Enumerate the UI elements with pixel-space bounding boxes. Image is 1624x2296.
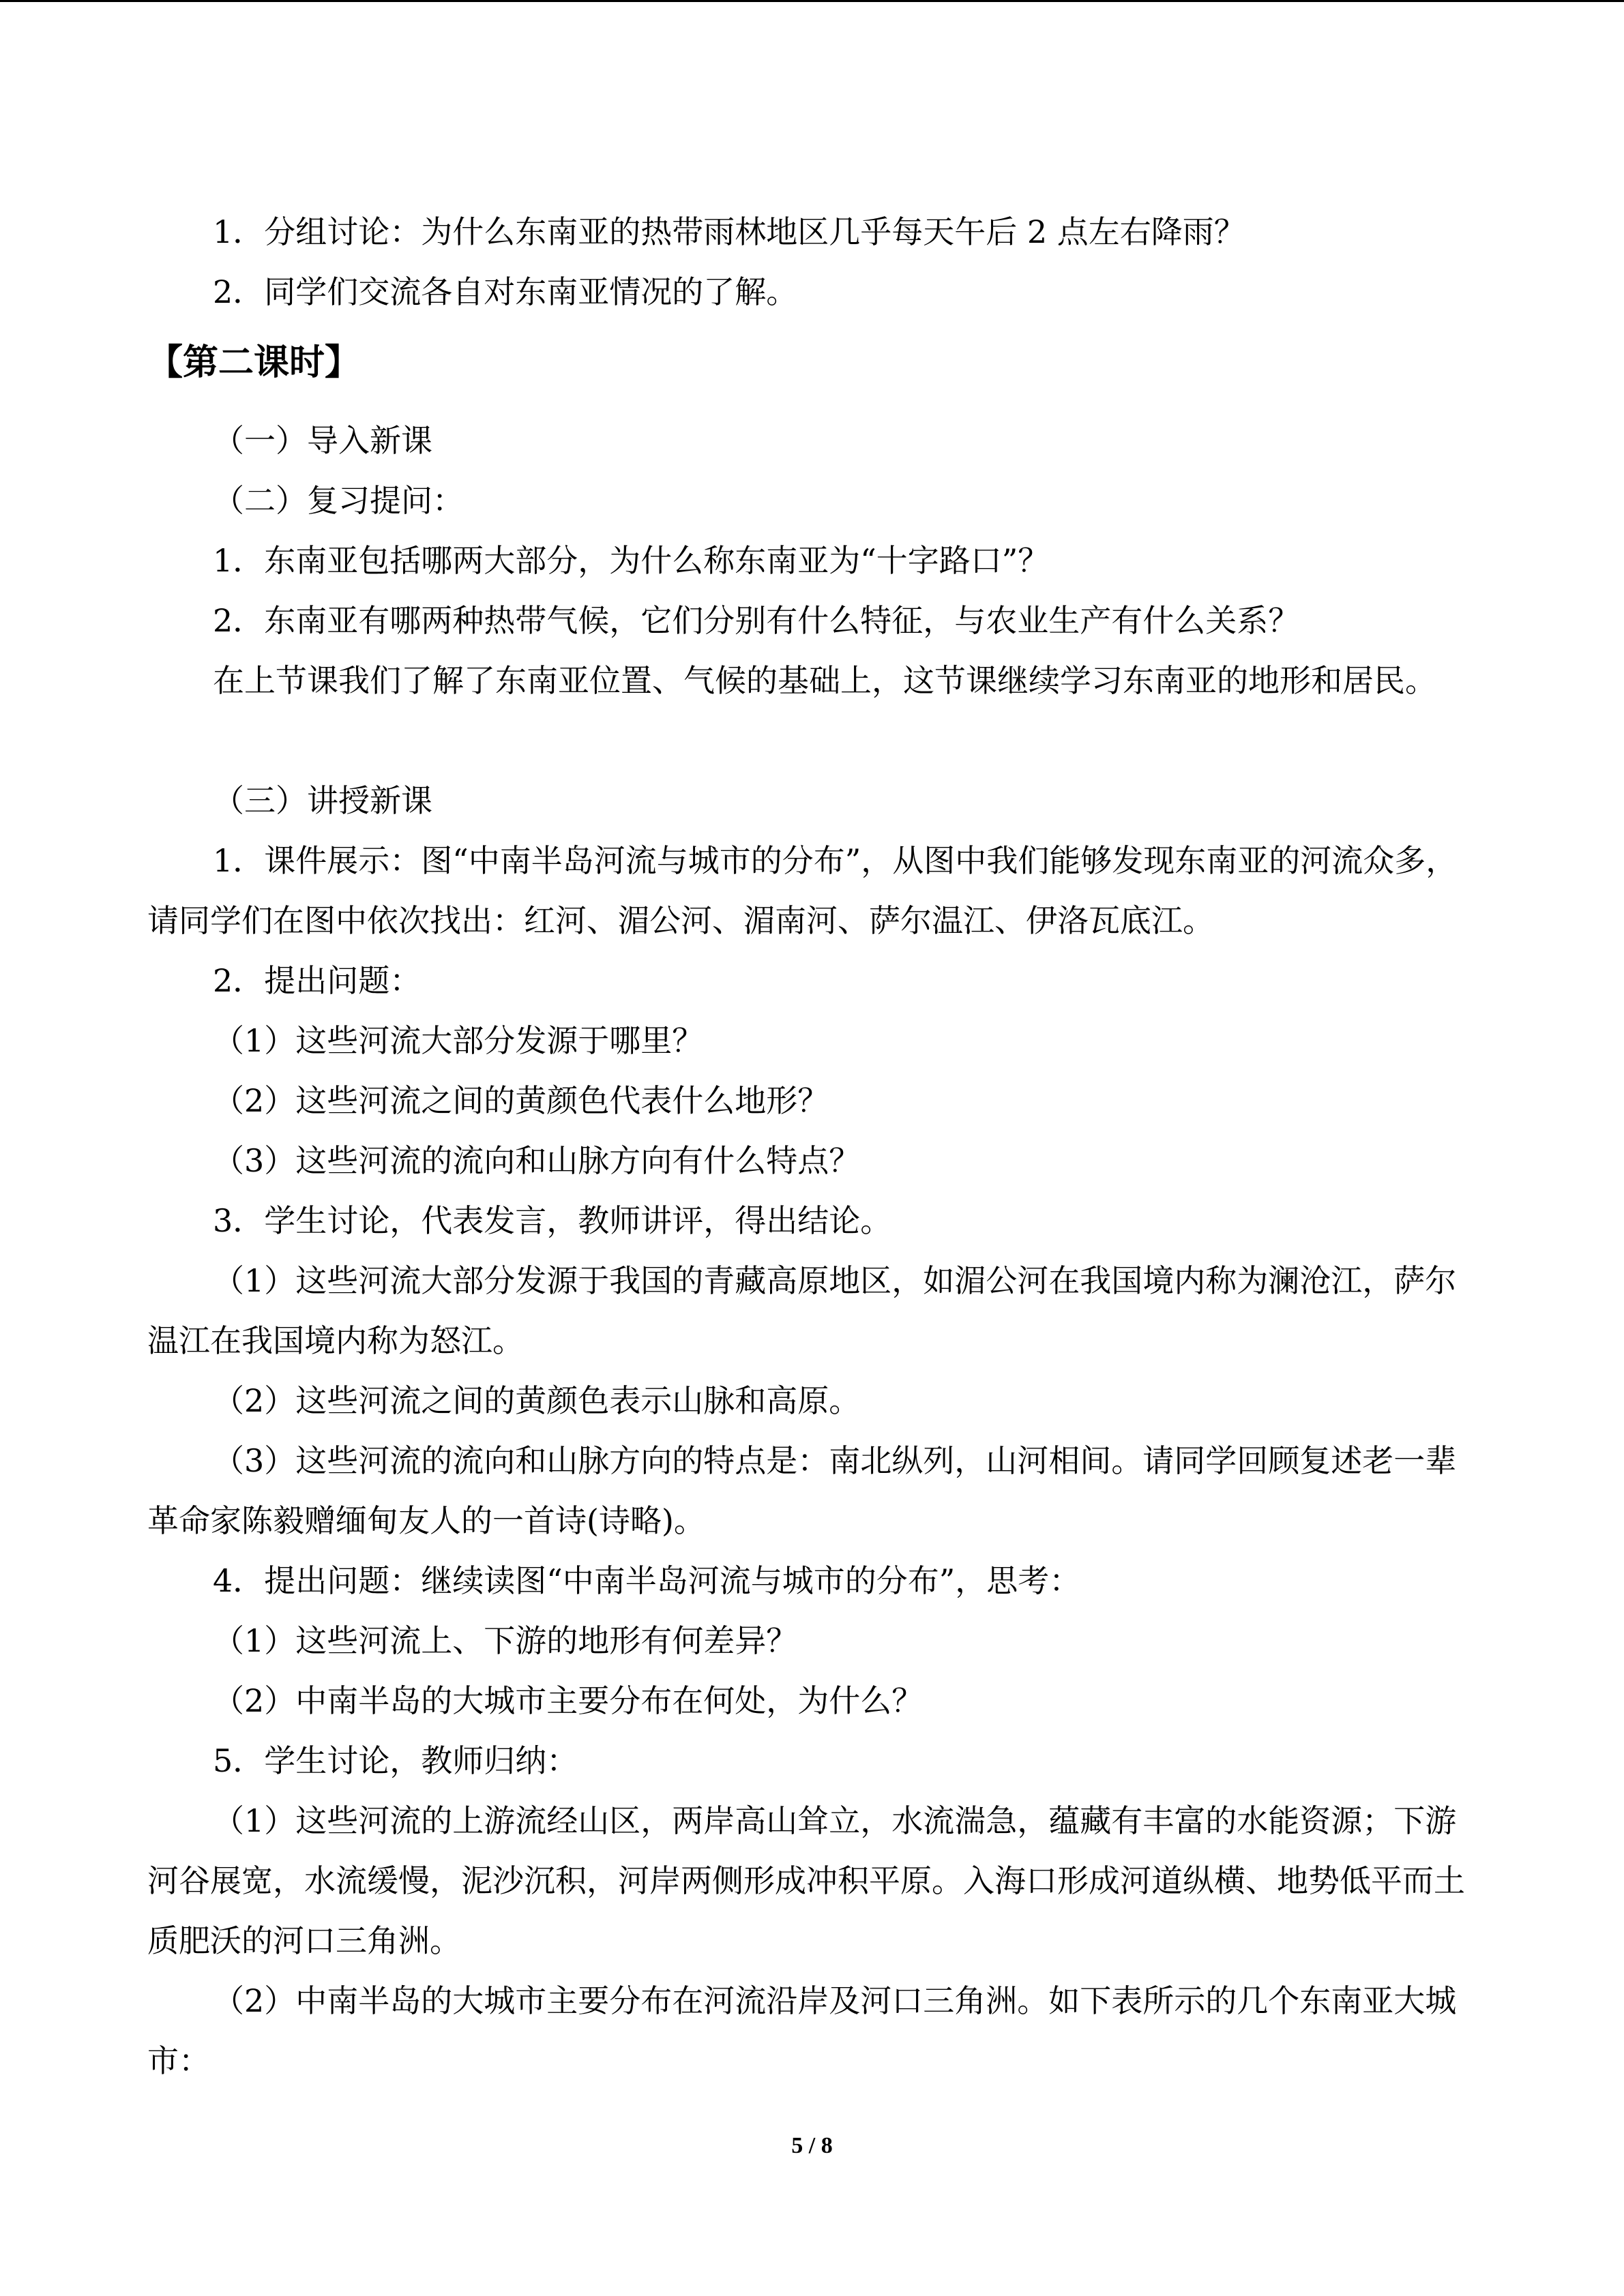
paragraph-review-questions: （二）复习提问： xyxy=(213,482,464,519)
paragraph-question-2: （2）这些河流之间的黄颜色代表什么地形？ xyxy=(213,1082,829,1119)
paragraph-city-distribution: （2）中南半岛的大城市主要分布在何处，为什么？ xyxy=(213,1682,924,1719)
paragraph-transition: 在上节课我们了解了东南亚位置、气候的基础上，这节课继续学习东南亚的地形和居民。 xyxy=(213,662,1436,699)
page-top-border xyxy=(0,0,1624,2)
paragraph-pose-questions: 2．提出问题： xyxy=(213,962,422,999)
paragraph-student-discussion: 3．学生讨论，代表发言，教师讲评，得出结论。 xyxy=(213,1202,892,1239)
paragraph-question-3: （3）这些河流的流向和山脉方向有什么特点？ xyxy=(213,1142,861,1179)
section-heading-second-lesson: 【第二课时】 xyxy=(147,342,361,383)
paragraph-upstream-downstream: （1）这些河流上、下游的地形有何差异？ xyxy=(213,1622,798,1659)
paragraph-conclusion-2: （2）这些河流之间的黄颜色表示山脉和高原。 xyxy=(213,1382,861,1419)
paragraph-conclusion-1: （1）这些河流大部分发源于我国的青藏高原地区，如湄公河在我国境内称为澜沧江，萨尔温江在我国境内称为怒江。 xyxy=(147,1262,1457,1359)
paragraph-review-q1: 1．东南亚包括哪两大部分，为什么称东南亚为“十字路口”？ xyxy=(213,542,1050,579)
paragraph-exchange: 2．同学们交流各自对东南亚情况的了解。 xyxy=(213,273,798,310)
paragraph-courseware-display: 1．课件展示：图“中南半岛河流与城市的分布”，从图中我们能够发现东南亚的河流众多，请同学们在图中依次找出：红河、湄公河、湄南河、萨尔温江、伊洛瓦底江。 xyxy=(147,842,1458,939)
paragraph-question-1: （1）这些河流大部分发源于哪里？ xyxy=(213,1022,704,1059)
paragraph-intro-new-lesson: （一）导入新课 xyxy=(213,422,432,459)
page-number: 5 / 8 xyxy=(791,2133,833,2158)
paragraph-teach-new-lesson: （三）讲授新课 xyxy=(213,782,432,819)
paragraph-continue-reading: 4．提出问题：继续读图“中南半岛河流与城市的分布”，思考： xyxy=(213,1562,1081,1599)
paragraph-review-q2: 2．东南亚有哪两种热带气候，它们分别有什么特征，与农业生产有什么关系？ xyxy=(213,602,1300,639)
paragraph-discussion-question: 1．分组讨论：为什么东南亚的热带雨林地区几乎每天午后 2 点左右降雨？ xyxy=(213,213,1245,250)
paragraph-teacher-summary: 5．学生讨论，教师归纳： xyxy=(213,1742,578,1779)
paragraph-summary-2: （2）中南半岛的大城市主要分布在河流沿岸及河口三角洲。如下表所示的几个东南亚大城市： xyxy=(147,1982,1457,2079)
paragraph-summary-1: （1）这些河流的上游流经山区，两岸高山耸立，水流湍急，蕴藏有丰富的水能资源；下游河谷展宽，水流缓慢，泥沙沉积，河岸两侧形成冲积平原。入海口形成河道纵横、地势低平而土质肥沃的河口三角洲。 xyxy=(147,1802,1465,1959)
paragraph-conclusion-3: （3）这些河流的流向和山脉方向的特点是：南北纵列，山河相间。请同学回顾复述老一辈革命家陈毅赠缅甸友人的一首诗(诗略)。 xyxy=(147,1442,1457,1539)
